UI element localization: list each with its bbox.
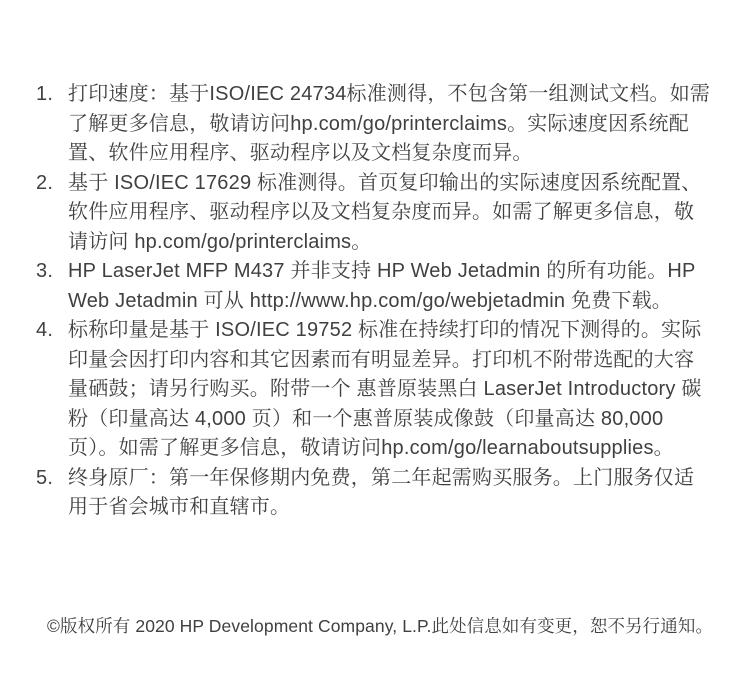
footnotes-list [36,80,714,523]
footnote-number: 1. [36,83,54,105]
footnote-number: 4. [36,319,54,341]
footnote-number: 5. [36,466,54,489]
footnote-item [36,80,714,169]
footnote-number: 3. [36,260,54,282]
footnote-item [36,169,714,258]
footnote-text: 终身原厂：第一年保修期内免费，第二年起需购买服务。上门服务仅适用于省会城市和直辖市。 [68,466,695,518]
footnote-number: 2. [36,171,54,194]
copyright-text: ©版权所有 2020 HP Development Company, L.P.此处信息如有变更，恕不另行通知。 [47,615,714,636]
footnote-text: HP LaserJet MFP M437 并非支持 HP Web Jetadmin 的所有功能。HP Web Jetadmin 可从 http://www.hp.com/go/webjetadmin 免费下载。 [68,260,696,312]
footnote-item [36,257,714,316]
footnote-item [36,464,714,523]
footnote-item [36,316,714,464]
footnote-text: 打印速度：基于ISO/IEC 24734标准测得，不包含第一组测试文档。如需了解更多信息，敬请访问hp.com/go/printerclaims。实际速度因系统配置、软件应用程序、驱动程序以及文档复杂度而异。 [68,83,711,164]
footnote-text: 标称印量是基于 ISO/IEC 19752 标准在持续打印的情况下测得的。实际印量会因打印内容和其它因素而有明显差异。打印机不附带选配的大容量硒鼓；请另行购买。附带一个 惠普原装黑白 LaserJet Introductory 碳粉（印量高达 4,000 页）和一个惠普原装成像鼓（印量高达 80,000 页）。如需了解更多信息，敬请访问hp.com/go/learnaboutsupplies。 [68,319,702,459]
footnote-text: 基于 ISO/IEC 17629 标准测得。首页复印输出的实际速度因系统配置、软件应用程序、驱动程序以及文档复杂度而异。如需了解更多信息，敬请访问 hp.com/go/printerclaims。 [68,171,702,253]
